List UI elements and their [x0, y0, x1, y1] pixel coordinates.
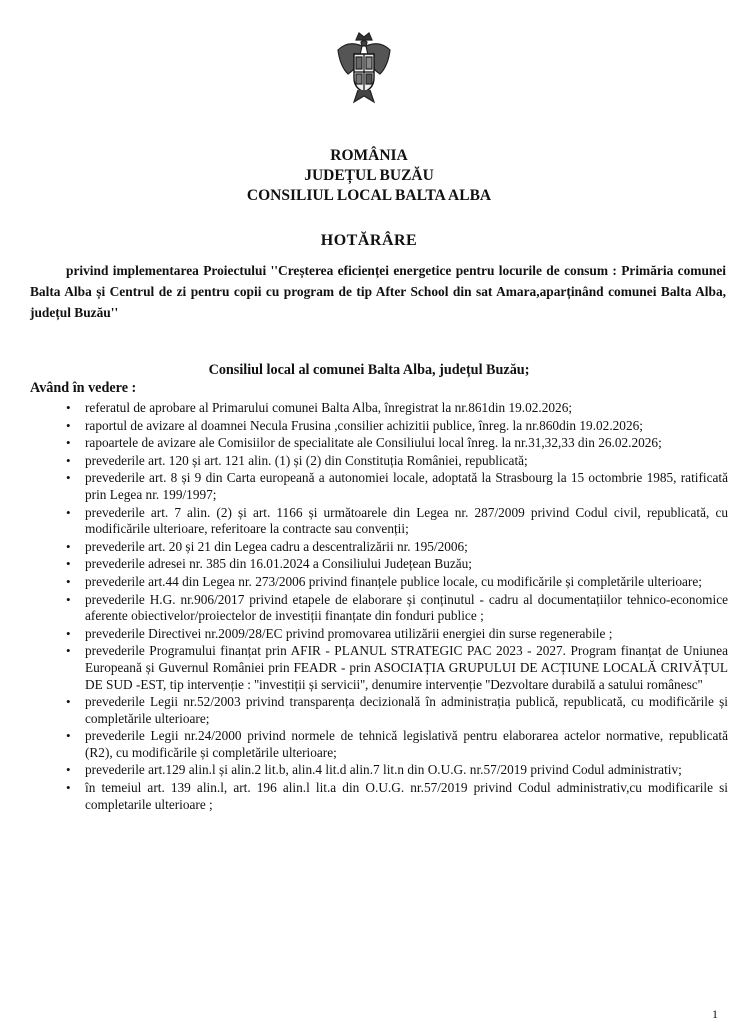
- bullet-icon: •: [66, 417, 71, 433]
- document-title: HOTĂRÂRE: [320, 232, 418, 249]
- bullet-icon: •: [66, 694, 71, 710]
- list-item: [30, 505, 728, 538]
- bullet-icon: •: [66, 470, 71, 486]
- list-item: [30, 435, 728, 452]
- bullet-icon: •: [66, 400, 71, 415]
- list-item-text: prevederile Legii nr.24/2000 privind normele de tehnică legislativă pentru elaborarea actelor normative, republicată (R2), cu modificările și completările ulterioare;: [85, 728, 728, 760]
- list-item-text: prevederile art. 7 alin. (2) și art. 1166 și următoarele din Legea nr. 287/2009 privind Codul civil, republicată, cu modificările ulterioare, referitoare la contracte sau convenții;: [85, 504, 728, 537]
- list-item-text: prevederile H.G. nr.906/2017 privind etapele de elaborare și conținutul - cadru al documentațiilor tehnico-economice aferente obiectivelor/proiectelor de investiții finanțate din fonduri publice ;: [85, 591, 728, 624]
- romanian-coat-of-arms-icon: [334, 30, 394, 106]
- header-county: JUDEȚUL BUZĂU: [304, 167, 434, 184]
- header-council: CONSILIUL LOCAL BALTA ALBA: [246, 187, 492, 204]
- list-item-text: rapoartele de avizare ale Comisiilor de specialitate ale Consiliului local înreg. la nr.31,32,33 din 26.02.2026;: [85, 435, 662, 451]
- list-item-text: prevederile Programului finanțat prin AFIR - PLANUL STRATEGIC PAC 2023 - 2027. Program finanțat de Uniunea Europeană și Guvernul României prin FEADR - prin ASOCIAȚIA GRUPULUI DE ACȚIUNE LOCALĂ CRIVĂȚUL DE SUD -EST, tip intervenție : ''investiții și servicii'', denumire intervenție ''Dezvoltare durabilă a satului românesc'': [85, 643, 728, 692]
- list-item: [30, 643, 728, 693]
- list-item-text: prevederile Directivei nr.2009/28/EC privind promovarea utilizării energiei din surse regenerabile ;: [85, 625, 613, 641]
- list-item-text: în temeiul art. 139 alin.l, art. 196 alin.l lit.a din O.U.G. nr.57/2019 privind Codul administrativ,cu modificarile si completarile ulterioare ;: [85, 780, 728, 812]
- list-item-text: prevederile art. 120 și art. 121 alin. (1) și (2) din Constituția României, republicată;: [85, 452, 528, 468]
- list-item-text: prevederile adresei nr. 385 din 16.01.2024 a Consiliului Județean Buzău;: [85, 556, 472, 572]
- header-country: ROMÂNIA: [330, 147, 408, 164]
- list-item: [30, 728, 728, 761]
- bullet-icon: •: [66, 556, 71, 572]
- list-item-text: referatul de aprobare al Primarului comunei Balta Alba, înregistrat la nr.861din 19.02.2026;: [85, 400, 573, 415]
- list-item: [30, 539, 728, 556]
- list-item: [30, 694, 728, 727]
- bullet-icon: •: [66, 504, 71, 520]
- having-regard-heading: Având în vedere :: [30, 380, 137, 396]
- list-item: [30, 556, 728, 573]
- bullet-icon: •: [66, 625, 71, 641]
- bullet-icon: •: [66, 780, 71, 796]
- list-item: [30, 418, 728, 435]
- list-item: [30, 780, 728, 813]
- list-item: [30, 453, 728, 470]
- list-item-text: prevederile art. 8 și 9 din Carta europeană a autonomiei locale, adoptată la Strasbourg la 15 octombrie 1985, ratificată prin Legea nr. 199/1997;: [85, 470, 728, 502]
- list-item: [30, 626, 728, 643]
- bullet-icon: •: [66, 728, 71, 744]
- list-item-text: prevederile art.44 din Legea nr. 273/2006 privind finanțele publice locale, cu modificările și completările ulterioare;: [85, 573, 702, 589]
- page-number: 1: [712, 1007, 718, 1021]
- bullet-icon: •: [66, 591, 71, 607]
- list-item: [30, 470, 728, 503]
- bullet-icon: •: [66, 762, 71, 778]
- bullet-icon: •: [66, 452, 71, 468]
- bullet-icon: •: [66, 435, 71, 451]
- list-item: [30, 592, 728, 625]
- list-item: [30, 574, 728, 591]
- list-item-text: prevederile art. 20 și 21 din Legea cadru a descentralizării nr. 195/2006;: [85, 538, 468, 554]
- council-line: Consiliul local al comunei Balta Alba, județul Buzău;: [208, 362, 530, 378]
- list-item: [30, 400, 728, 417]
- considerations-list: [30, 400, 728, 814]
- list-item: [30, 762, 728, 779]
- bullet-icon: •: [66, 643, 71, 659]
- list-item-text: prevederile Legii nr.52/2003 privind transparența decizională în administrația publică, republicată, cu modificările și completările ulterioare;: [85, 694, 728, 726]
- list-item-text: prevederile art.129 alin.l și alin.2 lit.b, alin.4 lit.d alin.7 lit.n din O.U.G. nr.57/2019 privind Codul administrativ;: [85, 762, 682, 778]
- bullet-icon: •: [66, 573, 71, 589]
- list-item-text: raportul de avizare al doamnei Necula Frusina ,consilier achizitii publice, înreg. la nr.860din 19.02.2026;: [85, 417, 643, 433]
- document-subject: privind implementarea Proiectului ''Creșterea eficienței energetice pentru locurile de consum : Primăria comunei Balta Alba și Centrul de zi pentru copii cu program de tip After School din sat Amara,aparținând comunei Balta Alba, județul Buzău'': [30, 263, 726, 320]
- bullet-icon: •: [66, 538, 71, 554]
